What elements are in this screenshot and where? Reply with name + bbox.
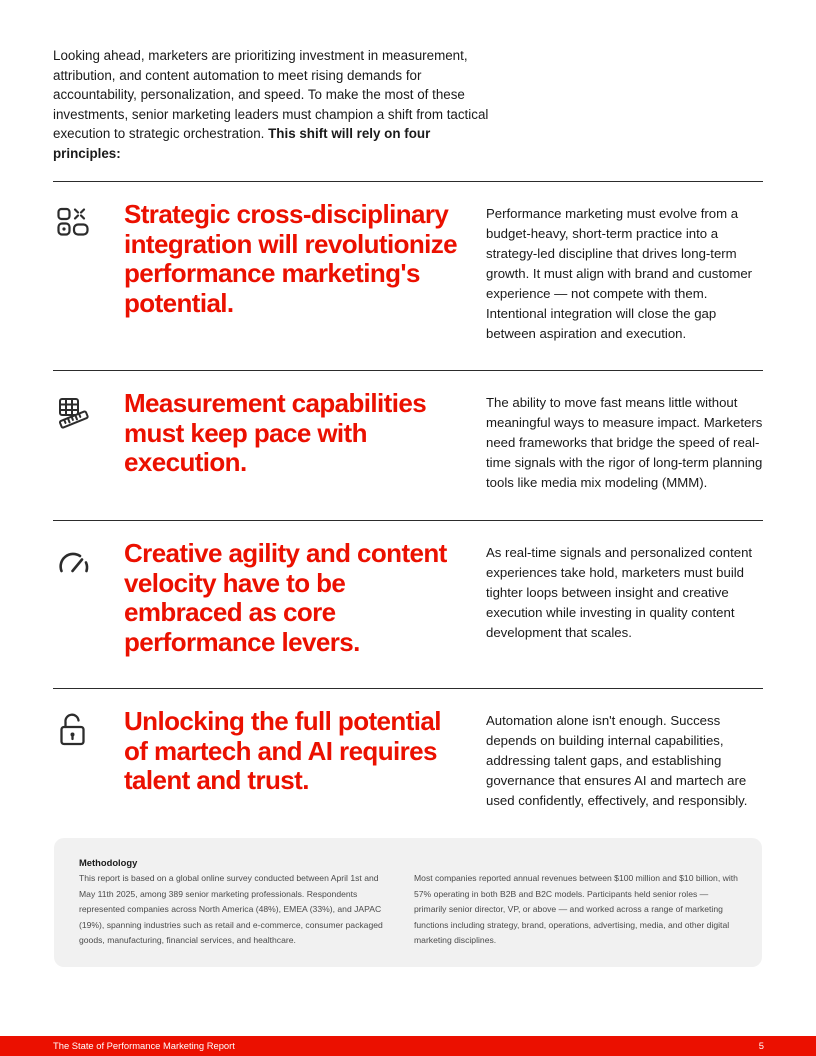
principle-heading: Strategic cross-disciplinary integration will revolutionize performance marketing's potential. — [124, 199, 458, 318]
principle-heading: Creative agility and content velocity have to be embraced as core performance levers. — [124, 538, 447, 657]
page-footer — [0, 1036, 816, 1056]
intro-text: Looking ahead, marketers are prioritizing investment in measurement, attribution, and content automation to meet rising demands for accountability, personalization, and speed. To make the most of these investments, senior marketing leaders must champion a shift from tactical execution to strategic orchestration. — [53, 48, 489, 142]
intro-paragraph — [53, 46, 493, 164]
page-number: 5 — [758, 1040, 764, 1051]
principle-2 — [53, 370, 763, 521]
integration-grid-icon — [55, 204, 91, 240]
methodology-text-right: Most companies reported annual revenues between $100 million and $10 billion, with 57% operating in both B2B and B2C models. Participants held senior roles — primarily senior director, VP, or above — and worked across a range of marketing functions including strategy, brand, operations, advertising, media, and other digital marketing disciplines. — [414, 873, 738, 945]
methodology-panel — [54, 838, 762, 967]
principle-body: Automation alone isn't enough. Success depends on building internal capabilities, addressing talent gaps, and establishing governance that ensures AI and martech are used confidently, effectively, and responsibly. — [486, 713, 748, 808]
principle-heading: Measurement capabilities must keep pace with execution. — [124, 388, 427, 477]
principle-3 — [53, 520, 763, 689]
principle-heading: Unlocking the full potential of martech and AI requires talent and trust. — [124, 706, 441, 795]
methodology-title: Methodology — [79, 857, 138, 868]
principle-1 — [53, 181, 763, 372]
principle-body: Performance marketing must evolve from a budget-heavy, short-term practice into a strategy-led discipline that drives long-term growth. It must align with brand and customer experience — not compete with them. Intentional integration will close the gap between aspiration and execution. — [486, 206, 753, 341]
principle-body: As real-time signals and personalized content experiences take hold, marketers must build tighter loops between insight and creative execution while investing in quality content development that scales. — [486, 545, 753, 640]
speedometer-icon — [55, 543, 91, 579]
unlock-icon — [55, 711, 91, 747]
footer-report-title: The State of Performance Marketing Report — [53, 1040, 235, 1051]
principle-body: The ability to move fast means little without meaningful ways to measure impact. Marketers need frameworks that bridge the speed of real-time signals with the rigor of long-term planning tools like media mix modeling (MMM). — [486, 395, 763, 490]
principle-4 — [53, 688, 763, 829]
intro-emphasis: This shift will rely on four principles: — [53, 126, 431, 161]
measurement-ruler-icon — [55, 393, 91, 429]
methodology-text-left: This report is based on a global online survey conducted between April 1st and May 11th 2025, among 389 senior marketing professionals. Respondents represented companies across North America (48%), EMEA (33%), and JAPAC (19%), spanning industries such as retail and e-commerce, consumer packaged goods, manufacturing, financial services, and healthcare. — [79, 873, 383, 945]
